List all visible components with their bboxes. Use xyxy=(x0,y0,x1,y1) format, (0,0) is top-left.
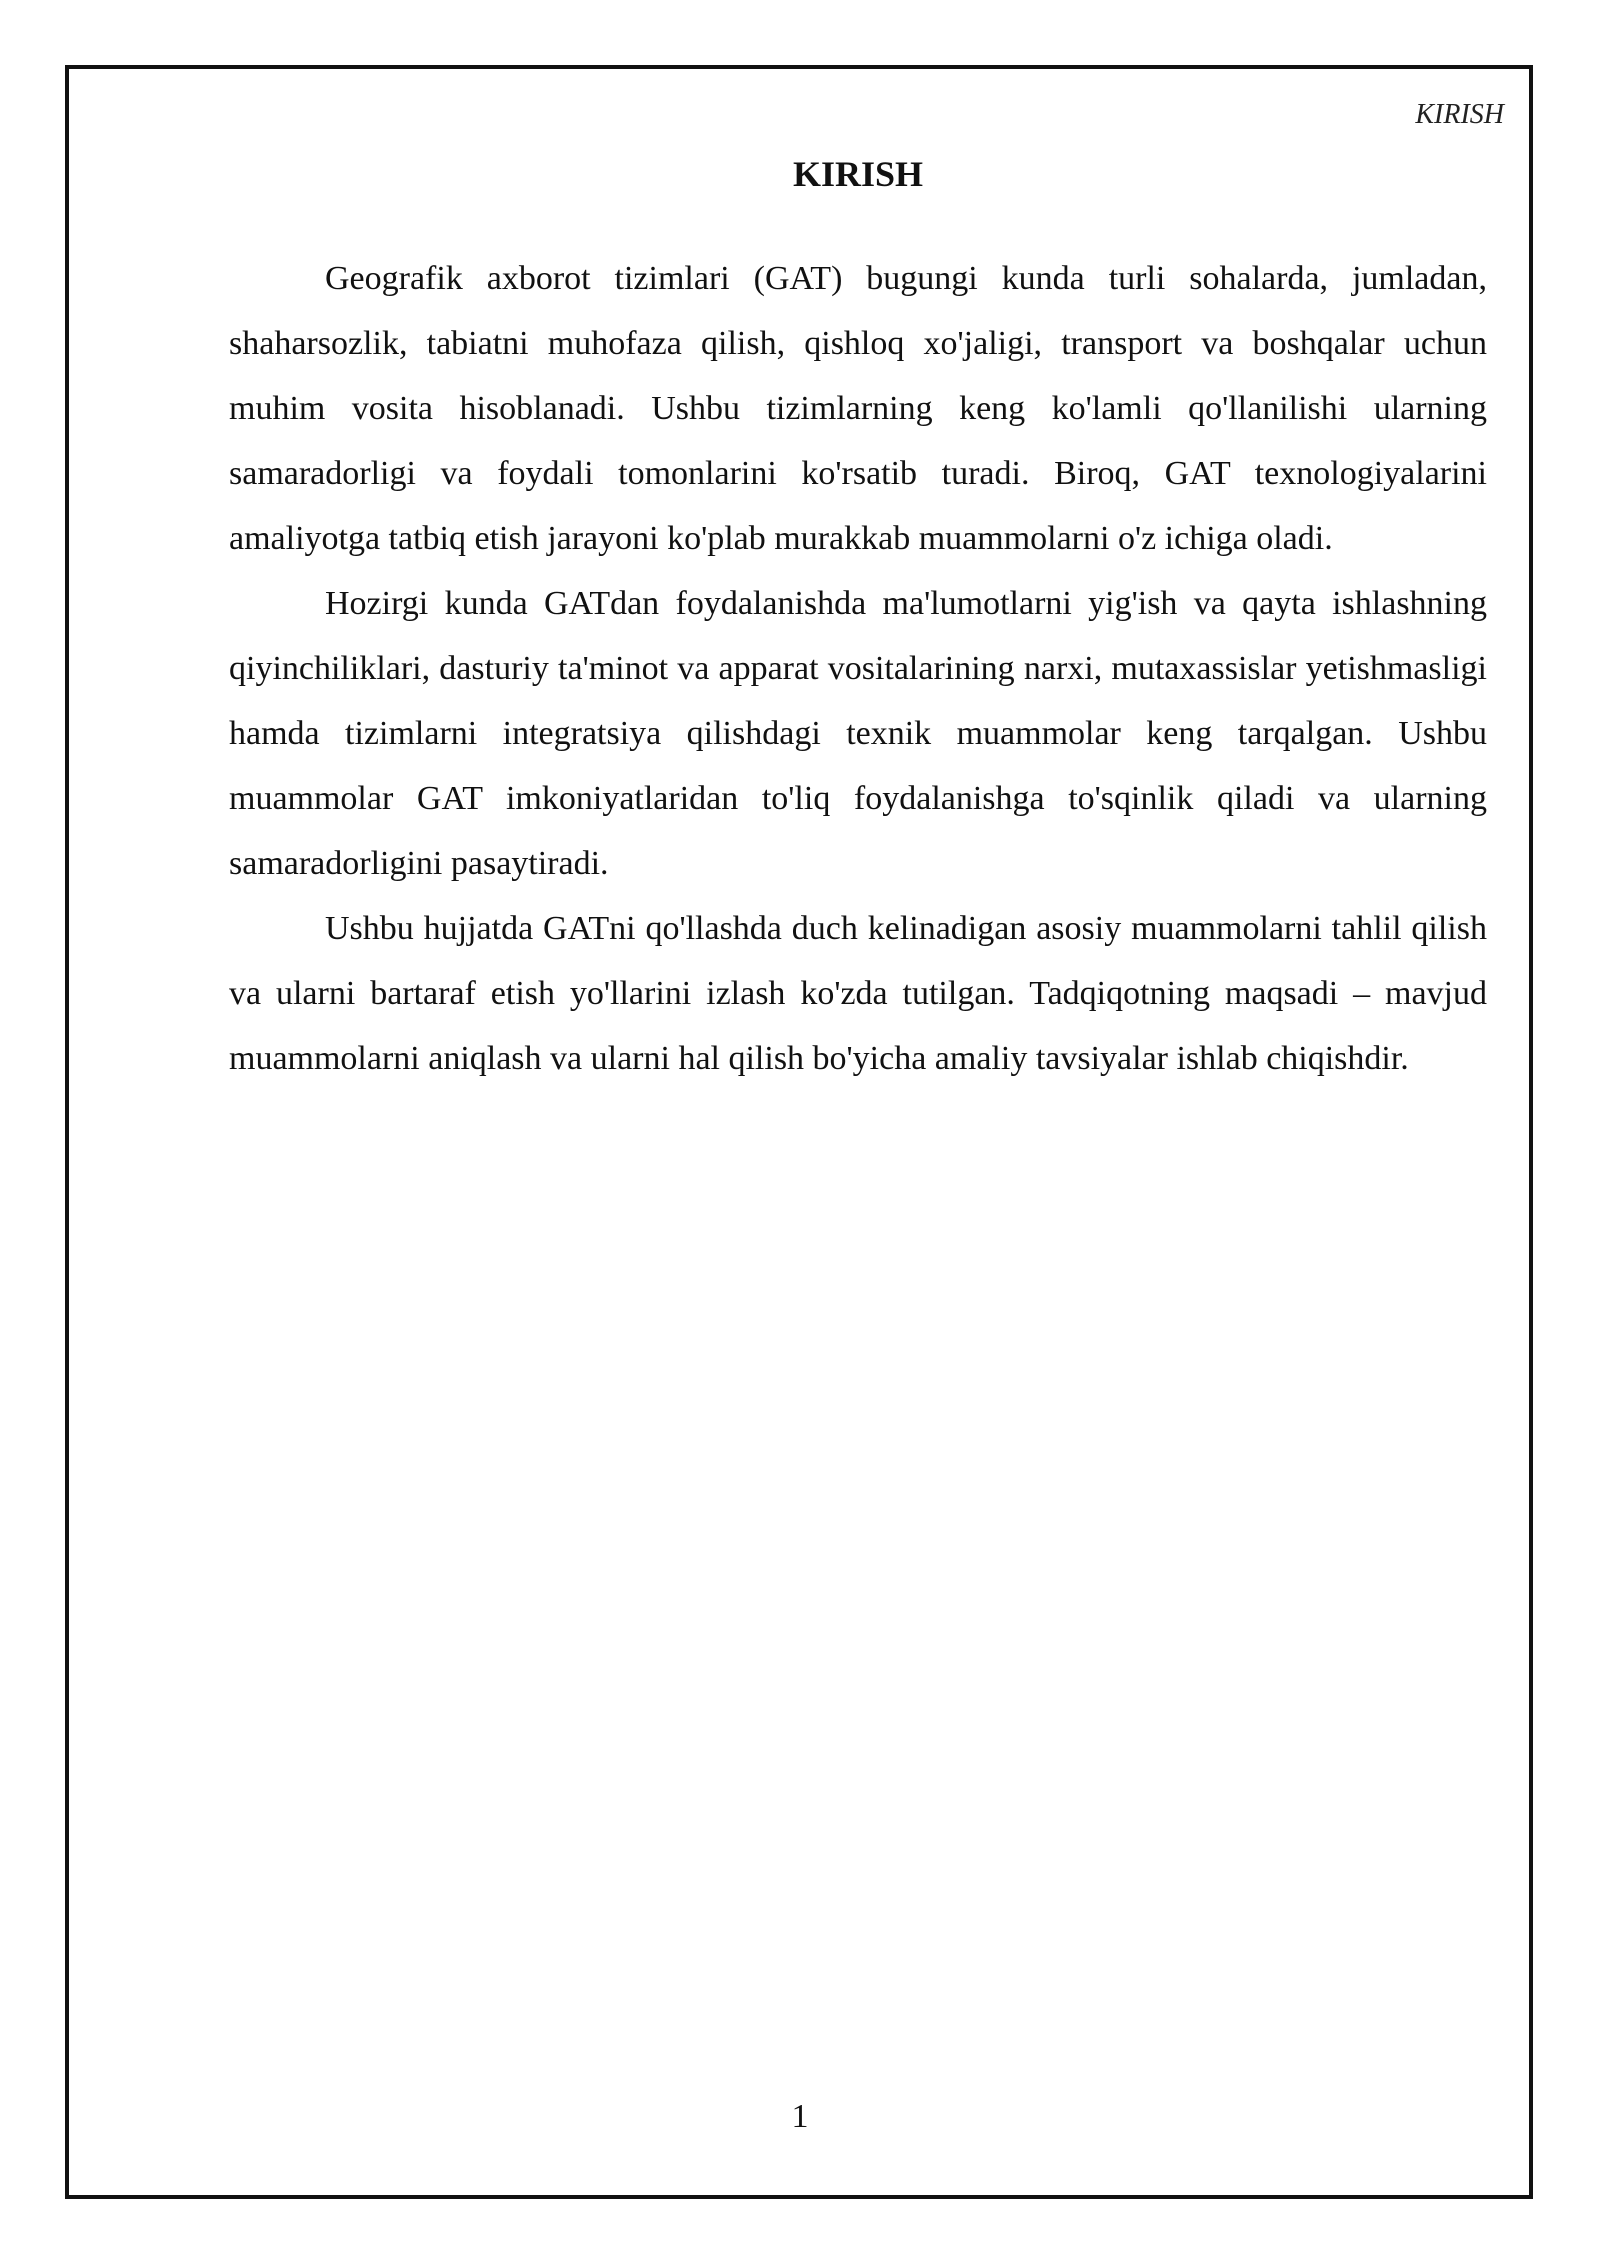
paragraph-2: Hozirgi kunda GATdan foydalanishda ma'lumotlarni yig'ish va qayta ishlashning qiyinchiliklari, dasturiy ta'minot va apparat vositalarining narxi, mutaxassislar yetishmasligi hamda tizimlarni integratsiya qilishdagi texnik muammolar keng tarqalgan. Ushbu muammolar GAT imkoniyatlaridan to'liq foydalanishga to'sqinlik qiladi va ularning samaradorligini pasaytiradi. xyxy=(229,585,1487,882)
page-number: 1 xyxy=(791,2098,809,2135)
running-header: KIRISH xyxy=(1415,99,1504,130)
paragraph-3: Ushbu hujjatda GATni qo'llashda duch kelinadigan asosiy muammolarni tahlil qilish va ularni bartaraf etish yo'llarini izlash ko'zda tutilgan. Tadqiqotning maqsadi – mavjud muammolarni aniqlash va ularni hal qilish bo'yicha amaliy tavsiyalar ishlab chiqishdir. xyxy=(229,910,1487,1077)
section-title: KIRISH xyxy=(792,154,924,194)
paragraph-1: Geografik axborot tizimlari (GAT) bugungi kunda turli sohalarda, jumladan, shaharsozlik, tabiatni muhofaza qilish, qishloq xo'jaligi, transport va boshqalar uchun muhim vosita hisoblanadi. Ushbu tizimlarning keng ko'lamli qo'llanilishi ularning samaradorligi va foydali tomonlarini ko'rsatib turadi. Biroq, GAT texnologiyalarini amaliyotga tatbiq etish jarayoni ko'plab murakkab muammolarni o'z ichiga oladi. xyxy=(229,260,1487,557)
body-text xyxy=(229,246,1487,1091)
